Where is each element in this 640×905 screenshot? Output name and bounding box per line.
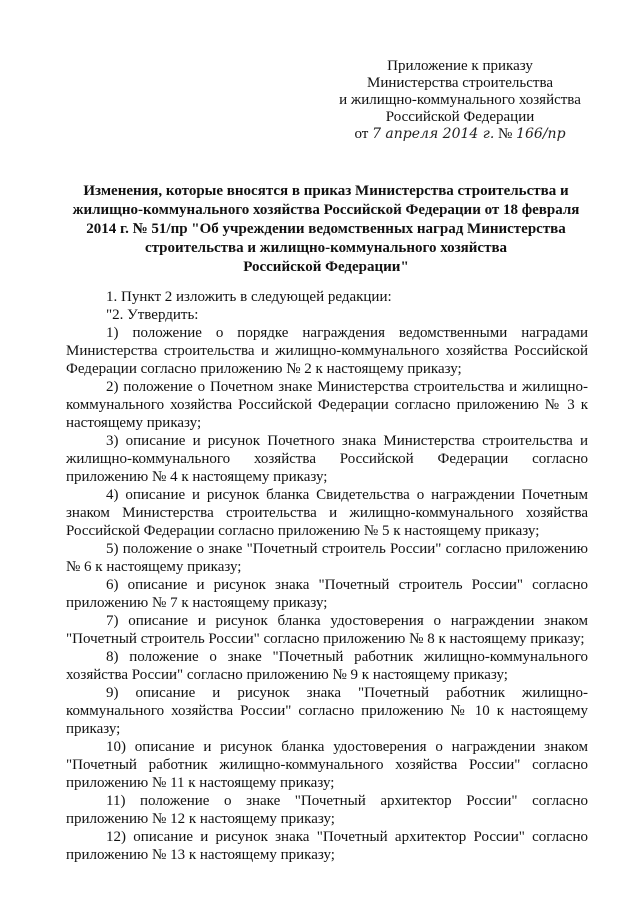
title-line-5: Российской Федерации" xyxy=(243,259,409,275)
handwritten-date: 7 апреля 2014 г. xyxy=(372,126,495,142)
list-item: 6) описание и рисунок знака "Почетный строитель России" согласно приложению № 7 к настоящему приказу; xyxy=(66,577,588,611)
list-item: 2) положение о Почетном знаке Министерства строительства и жилищно-коммунального хозяйства Российской Федерации согласно приложению № 3 к настоящему приказу; xyxy=(66,379,588,431)
list-item: 3) описание и рисунок Почетного знака Министерства строительства и жилищно-коммунального хозяйства Российской Федерации согласно приложению № 4 к настоящему приказу; xyxy=(66,433,588,485)
intro-paragraph: 1. Пункт 2 изложить в следующей редакции: xyxy=(106,289,392,305)
title-line-1: Изменения, которые вносятся в приказ Министерства строительства и xyxy=(83,183,569,199)
list-item: 1) положение о порядке награждения ведомственными наградами Министерства строительства и жилищно-коммунального хозяйства Российской Федерации согласно приложению № 2 к настоящему приказу; xyxy=(66,325,588,377)
document-body xyxy=(66,288,588,864)
approve-paragraph: "2. Утвердить: xyxy=(106,307,199,323)
list-item: 8) положение о знаке "Почетный работник жилищно-коммунального хозяйства России" согласно приложению № 9 к настоящему приказу; xyxy=(66,649,588,683)
list-item: 11) положение о знаке "Почетный архитектор России" согласно приложению № 12 к настоящему приказу; xyxy=(66,793,588,827)
list-item: 7) описание и рисунок бланка удостоверения о награждении знаком "Почетный строитель России" согласно приложению № 8 к настоящему приказу; xyxy=(66,613,588,647)
annex-line-1: Приложение к приказу xyxy=(387,58,533,74)
list-item: 9) описание и рисунок знака "Почетный работник жилищно-коммунального хозяйства России" согласно приложению № 10 к настоящему приказу; xyxy=(66,685,588,737)
title-line-2: жилищно-коммунального хозяйства Российской Федерации от 18 февраля xyxy=(72,202,580,218)
title-line-3: 2014 г. № 51/пр "Об учреждении ведомственных наград Министерства xyxy=(86,221,566,237)
list-item: 5) положение о знаке "Почетный строитель России" согласно приложению № 6 к настоящему приказу; xyxy=(66,541,588,575)
number-prefix: № xyxy=(498,126,513,142)
annex-date-line xyxy=(330,126,590,143)
document-title xyxy=(62,182,590,277)
annex-line-2: Министерства строительства xyxy=(366,75,553,91)
annex-line-4: Российской Федерации xyxy=(385,109,535,125)
list-item: 4) описание и рисунок бланка Свидетельства о награждении Почетным знаком Министерства строительства и жилищно-коммунального хозяйства Российской Федерации согласно приложению № 5 к настоящему приказу; xyxy=(66,487,588,539)
annex-line-3: и жилищно-коммунального хозяйства xyxy=(339,92,581,108)
list-item: 12) описание и рисунок знака "Почетный архитектор России" согласно приложению № 13 к настоящему приказу; xyxy=(66,829,588,863)
handwritten-number: 166/пр xyxy=(516,126,566,142)
annex-header xyxy=(330,58,590,143)
title-line-4: строительства и жилищно-коммунального хозяйства xyxy=(144,240,508,256)
list-item: 10) описание и рисунок бланка удостоверения о награждении знаком "Почетный работник жилищно-коммунального хозяйства России" согласно приложению № 11 к настоящему приказу; xyxy=(66,739,588,791)
date-prefix: от xyxy=(354,126,369,142)
